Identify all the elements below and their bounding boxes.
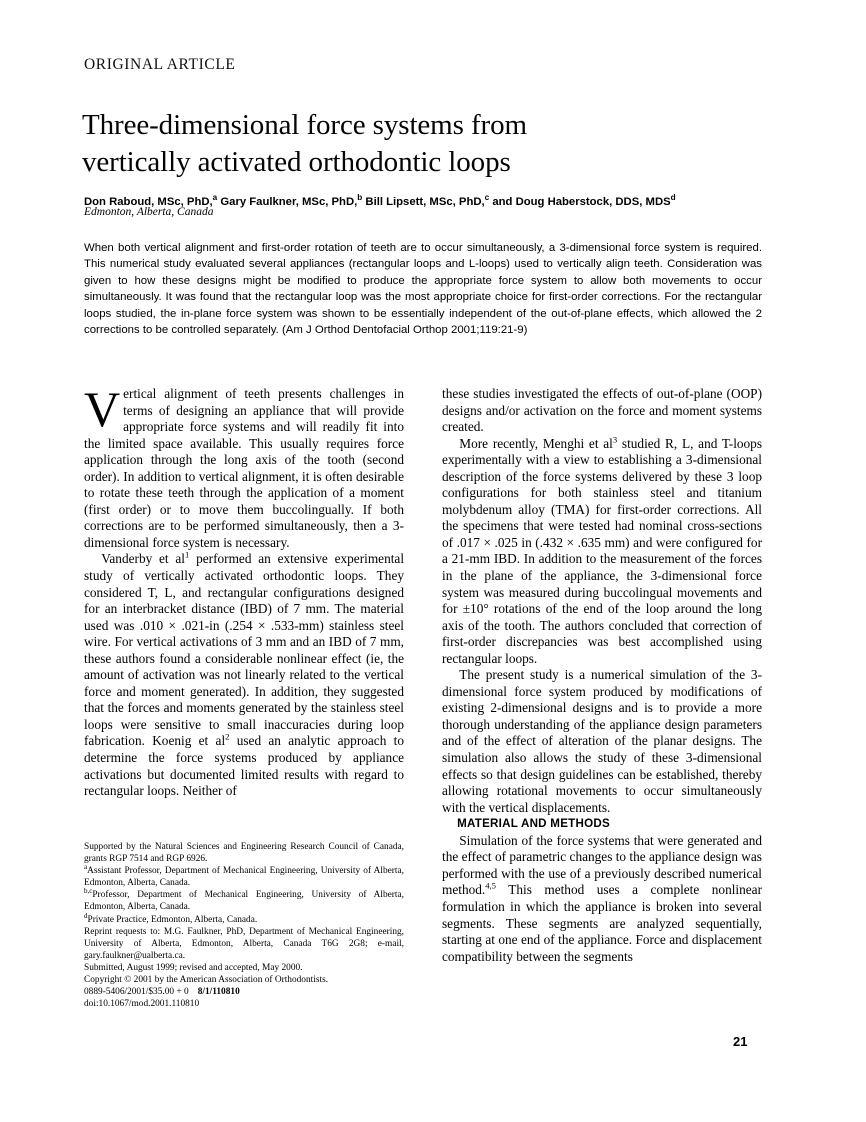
body-paragraph: The present study is a numerical simulation of the 3-dimensional force system produced by modifications of existing 2-dimensional designs and is to provide a more thorough understanding of the appliance design parameters and of the effect of alteration of the planar designs. The simulation also allows the study of these 3-dimensional effects so that design guidelines can be established, thereby allowing rotational movements to occur simultaneously with the vertical displacements. <box>442 667 762 815</box>
footnote-reprint: Reprint requests to: M.G. Faulkner, PhD, Department of Mechanical Engineering, University of Alberta, Edmonton, Alberta, Canada T6G 2G8; e-mail, gary.faulkner@ualberta.ca. <box>84 926 404 961</box>
title-line-2: vertically activated orthodontic loops <box>82 146 511 179</box>
body-paragraph: More recently, Menghi et $al^3$ studied R, L, and T-loops experimentally with a view to establishing a 3-dimensional description of the force systems delivered by these 3 loop configurations for both stainless steel and titanium molybdenum alloy (TMA) for first-order corrections. All the specimens that were tested had nominal cross-sections of .017 × .025 in (.432 × .635 mm) and were configured for a 21-mm IBD. In addition to the measurement of the forces in the plane of the appliance, the 3-dimensional force system was measured during buccolingual movements and for ±10° rotations of the end of the loop around the long axis of the tooth. The authors concluded that correction of first-order discrepancies was best accomplished using rectangular loops. <box>442 434 763 666</box>
body-column-left <box>84 381 405 800</box>
article-type-kicker: ORIGINAL ARTICLE <box>84 56 236 73</box>
page-title <box>82 107 722 181</box>
page-number: 21 <box>733 1034 748 1049</box>
author-byline: Don Raboud, MSc, PhD,$^a$ Gary Faulkner, MSc, PhD,$^b$ Bill Lipsett, MSc, PhD,$^c$ and Doug Haberstock, DDS, MDS$^d$ <box>84 193 676 208</box>
footnote-affil-a: $^a$Assistant Professor, Department of Mechanical Engineering, University of Alberta, Edmonton, Alberta, Canada. <box>84 863 404 889</box>
body-paragraph-text: ertical alignment of teeth presents challenges in terms of designing an appliance that will provide appropriate force systems and will readily fit into the limited space available. This usually requires force application through the long axis of the tooth (second order). In addition to vertical alignment, it is often desirable to rotate these teeth through the application of a moment (first order) or to move them buccolingually. If both corrections are to be performed simultaneously, then a 3-dimensional force system is necessary. <box>84 386 404 550</box>
footnote-submitted: Submitted, August 1999; revised and accepted, May 2000. <box>84 962 303 973</box>
footnote-issn: 0889-5406/2001/$35.00 + 0 8/1/110810 <box>84 987 240 998</box>
body-paragraph: Vanderby et $al^1$ performed an extensive experimental study of vertically activated orthodontic loops. They considered T, L, and rectangular configurations designed for an interbracket distance (IBD) of 7 mm. The material used was .010 × .021-in (.254 × .533-mm) stainless steel wire. For vertical activations of 3 mm and an IBD of 7 mm, these authors found a considerable nonlinear effect (ie, the amount of activation was not linearly related to the vertical force and moment generated). In addition, they suggested that the forces and moments generated by the stainless steel loops were sensitive to small inaccuracies during loop fabrication. Koenig et $al^2$ used an analytic approach to determine the force systems produced by appliance activations but documented limited results with regard to rectangular loops. Neither of <box>84 550 405 799</box>
footnote-affil-d: $^d$Private Practice, Edmonton, Alberta, Canada. <box>84 911 258 925</box>
drop-cap: V <box>84 381 121 437</box>
footnote-copyright: Copyright © 2001 by the American Association of Orthodontists. <box>84 975 329 986</box>
body-column-right <box>442 386 762 965</box>
body-paragraph: Simulation of the force systems that were generated and the effect of parametric changes to the appliance design was performed with the use of a previously described numerical method.$^{4,5}$ This method uses a complete nonlinear formulation in which the appliance is broken into several segments. These segments are analyzed sequentially, starting at one end of the appliance. Force and displacement compatibility between the segments <box>442 832 762 964</box>
author-affiliation-city: Edmonton, Alberta, Canada <box>84 206 214 218</box>
body-paragraph <box>84 381 404 551</box>
body-paragraph: these studies investigated the effects of out-of-plane (OOP) designs and/or activation on the force and moment systems created. <box>442 386 762 435</box>
footnotes-block <box>84 841 404 1010</box>
title-line-1: Three-dimensional force systems from <box>82 109 527 142</box>
footnote-funding: Supported by the Natural Sciences and Engineering Research Council of Canada, grants RGP 7514 and RGP 6926. <box>84 842 404 865</box>
section-heading: MATERIAL AND METHODS <box>457 817 610 831</box>
footnote-affil-bc: $^{b,c}$Professor, Department of Mechanical Engineering, University of Alberta, Edmonton, Alberta, Canada. <box>84 887 404 913</box>
footnote-doi: doi:10.1067/mod.2001.110810 <box>84 999 200 1010</box>
abstract: When both vertical alignment and first-order rotation of teeth are to occur simultaneously, a 3-dimensional force system is required. This numerical study evaluated several appliances (rectangular loops and L-loops) used to vertically align teeth. Consideration was given to how these designs might be modified to produce the appropriate force system to allow both movements to occur simultaneously. It was found that the rectangular loop was the most appropriate choice for first-order corrections. For the rectangular loops studied, the in-plane force system was shown to be essentially independent of the out-of-plane effects, which allowed the 2 corrections to be controlled separately. (Am J Orthod Dentofacial Orthop 2001;119:21-9) <box>84 242 762 337</box>
